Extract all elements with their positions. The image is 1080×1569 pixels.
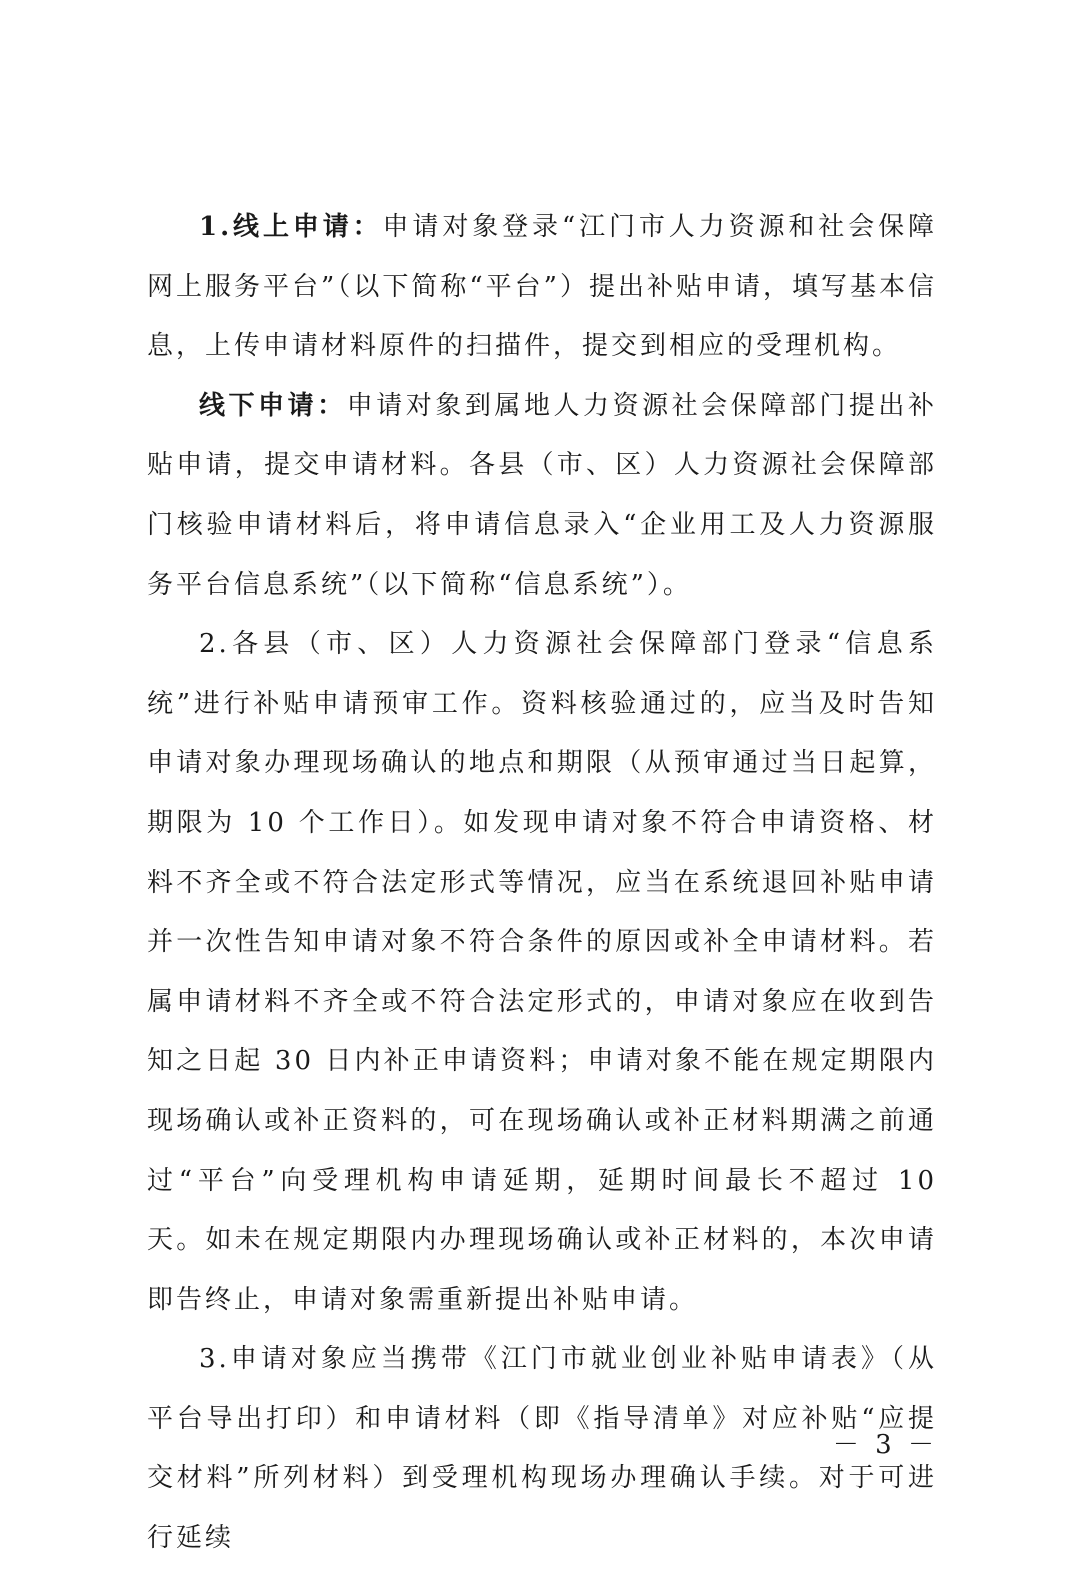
document-body (147, 198, 937, 1569)
paragraph-offline-application (147, 377, 937, 615)
paragraph-on-site-confirmation (147, 1330, 937, 1568)
paragraph-lead-offline: 线下申请： (199, 390, 347, 421)
paragraph-text-offline: 申请对象到属地人力资源社会保障部门提出补贴申请，提交申请材料。各县（市、区）人力资源社会保障部门核验申请材料后，将申请信息录入“企业用工及人力资源服务平台信息系统”（以下简称“信息系统”）。 (147, 390, 937, 600)
paragraph-pre-review (147, 615, 937, 1330)
paragraph-text-on-site: 3.申请对象应当携带《江门市就业创业补贴申请表》（从平台导出打印）和申请材料（即《指导清单》对应补贴“应提交材料”所列材料）到受理机构现场办理确认手续。对于可进行延续 (147, 1344, 937, 1554)
paragraph-online-application (147, 198, 937, 377)
paragraph-lead-online: 1.线上申请： (199, 212, 383, 242)
page-number: － 3 － (832, 1430, 938, 1460)
paragraph-text-online: 申请对象登录“江门市人力资源和社会保障网上服务平台”（以下简称“平台”）提出补贴申请，填写基本信息，上传申请材料原件的扫描件，提交到相应的受理机构。 (147, 212, 937, 362)
paragraph-text-pre-review: 2.各县（市、区）人力资源社会保障部门登录“信息系统”进行补贴申请预审工作。资料核验通过的，应当及时告知申请对象办理现场确认的地点和期限（从预审通过当日起算，期限为 10 个工作日）。如发现申请对象不符合申请资格、材料不齐全或不符合法定形式等情况，应当在系统退回补贴申请并一次性告知申请对象不符合条件的原因或补全申请材料。若属申请材料不齐全或不符合法定形式的，申请对象应在收到告知之日起 30 日内补正申请资料；申请对象不能在规定期限内现场确认或补正资料的，可在现场确认或补正材料期满之前通过“平台”向受理机构申请延期，延期时间最长不超过 10 天。如未在规定期限内办理现场确认或补正材料的，本次申请即告终止，申请对象需重新提出补贴申请。 (147, 629, 937, 1315)
